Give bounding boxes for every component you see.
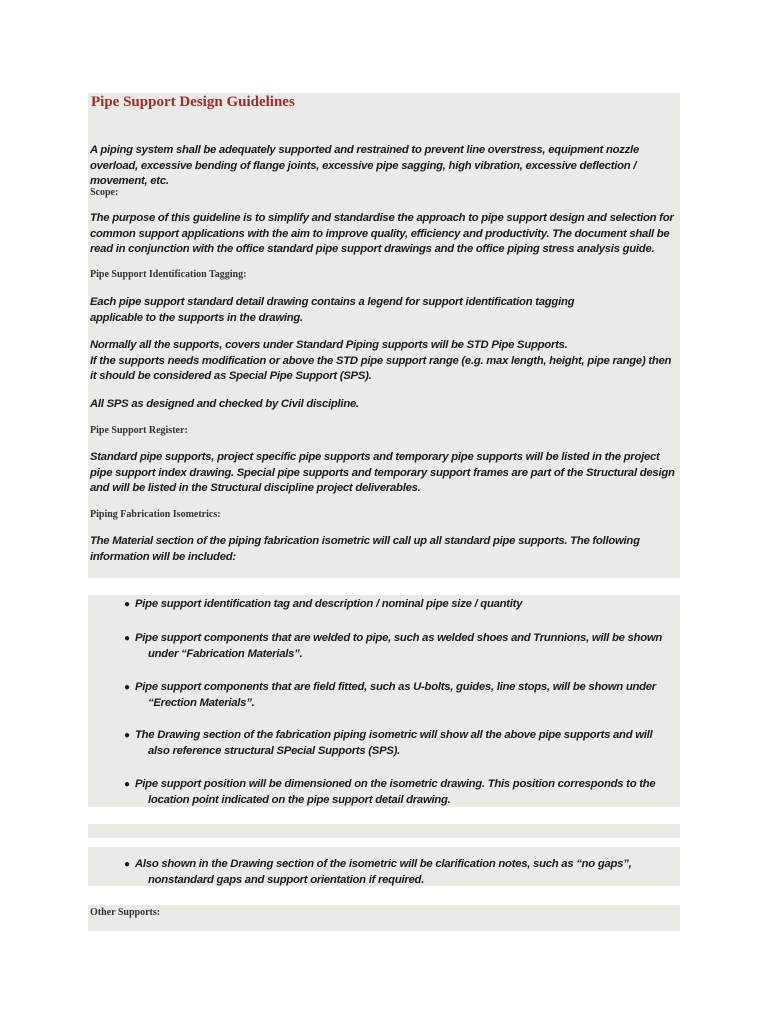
tagging-paragraph-2: Normally all the supports, covers under Standard Piping supports will be STD Pipe Supports. If the supports needs modification or above the STD pipe support range (e.g. max length, height, pipe range) then it should be considered as Special Pipe Support (SPS). — [90, 339, 672, 382]
list-item-text: Also shown in the Drawing section of the isometric will be clarification notes, such as “no gaps”, nonstandard gaps and support orientation if required. — [135, 858, 632, 886]
isometrics-paragraph: The Material section of the piping fabrication isometric will call up all standard pipe supports. The following information will be included: — [90, 535, 640, 563]
scope-heading: Scope: — [90, 187, 119, 198]
other-supports-heading: Other Supports: — [90, 907, 161, 918]
list-item-text: Pipe support position will be dimensioned on the isometric drawing. This position corresponds to the location point indicated on the pipe support detail drawing. — [135, 778, 656, 806]
spacer-panel — [88, 824, 680, 838]
bullet-icon: ● — [124, 599, 130, 610]
list-item — [124, 597, 676, 613]
bullet-icon: ● — [124, 859, 130, 870]
tagging-paragraph-3: All SPS as designed and checked by Civil discipline. — [90, 398, 359, 410]
intro-paragraph: A piping system shall be adequately supported and restrained to prevent line overstress, equipment nozzle overload, excessive bending of flange joints, excessive pipe sagging, high vibration, excessive deflection / movement, etc. — [90, 144, 639, 187]
list-item-text: Pipe support components that are field fitted, such as U-bolts, guides, line stops, will be shown under “Erection Materials”. — [135, 681, 656, 709]
bullet-icon: ● — [124, 779, 130, 790]
list-item-text: The Drawing section of the fabrication piping isometric will show all the above pipe supports and will also reference structural SPecial Supports (SPS). — [135, 729, 653, 757]
list-item — [124, 680, 676, 711]
register-paragraph: Standard pipe supports, project specific pipe supports and temporary pipe supports will be listed in the project pipe support index drawing. Special pipe supports and temporary support frames are part of the Structural design and will be listed in the Structural discipline project deliverables. — [90, 451, 675, 494]
list-item — [124, 728, 676, 759]
list-item — [124, 631, 676, 662]
tagging-heading: Pipe Support Identification Tagging: — [90, 269, 247, 280]
page-title: Pipe Support Design Guidelines — [91, 94, 295, 110]
list-item — [124, 777, 676, 808]
list-item — [124, 857, 676, 888]
list-item-text: Pipe support components that are welded to pipe, such as welded shoes and Trunnions, will be shown under “Fabrication Materials”. — [135, 632, 663, 660]
list-item-text: Pipe support identification tag and description / nominal pipe size / quantity — [135, 598, 523, 610]
scope-paragraph: The purpose of this guideline is to simplify and standardise the approach to pipe support design and selection for common support applications with the aim to improve quality, efficiency and productivity. The document shall be read in conjunction with the office standard pipe support drawings and the office piping stress analysis guide. — [90, 212, 674, 255]
bullet-icon: ● — [124, 730, 130, 741]
register-heading: Pipe Support Register: — [90, 425, 188, 436]
tagging-paragraph-1: Each pipe support standard detail drawing contains a legend for support identification tagging applicable to the supports in the drawing. — [90, 296, 575, 324]
bullet-icon: ● — [124, 682, 130, 693]
bullet-icon: ● — [124, 633, 130, 644]
other-supports-panel — [88, 905, 680, 931]
isometrics-heading: Piping Fabrication Isometrics: — [90, 509, 221, 520]
